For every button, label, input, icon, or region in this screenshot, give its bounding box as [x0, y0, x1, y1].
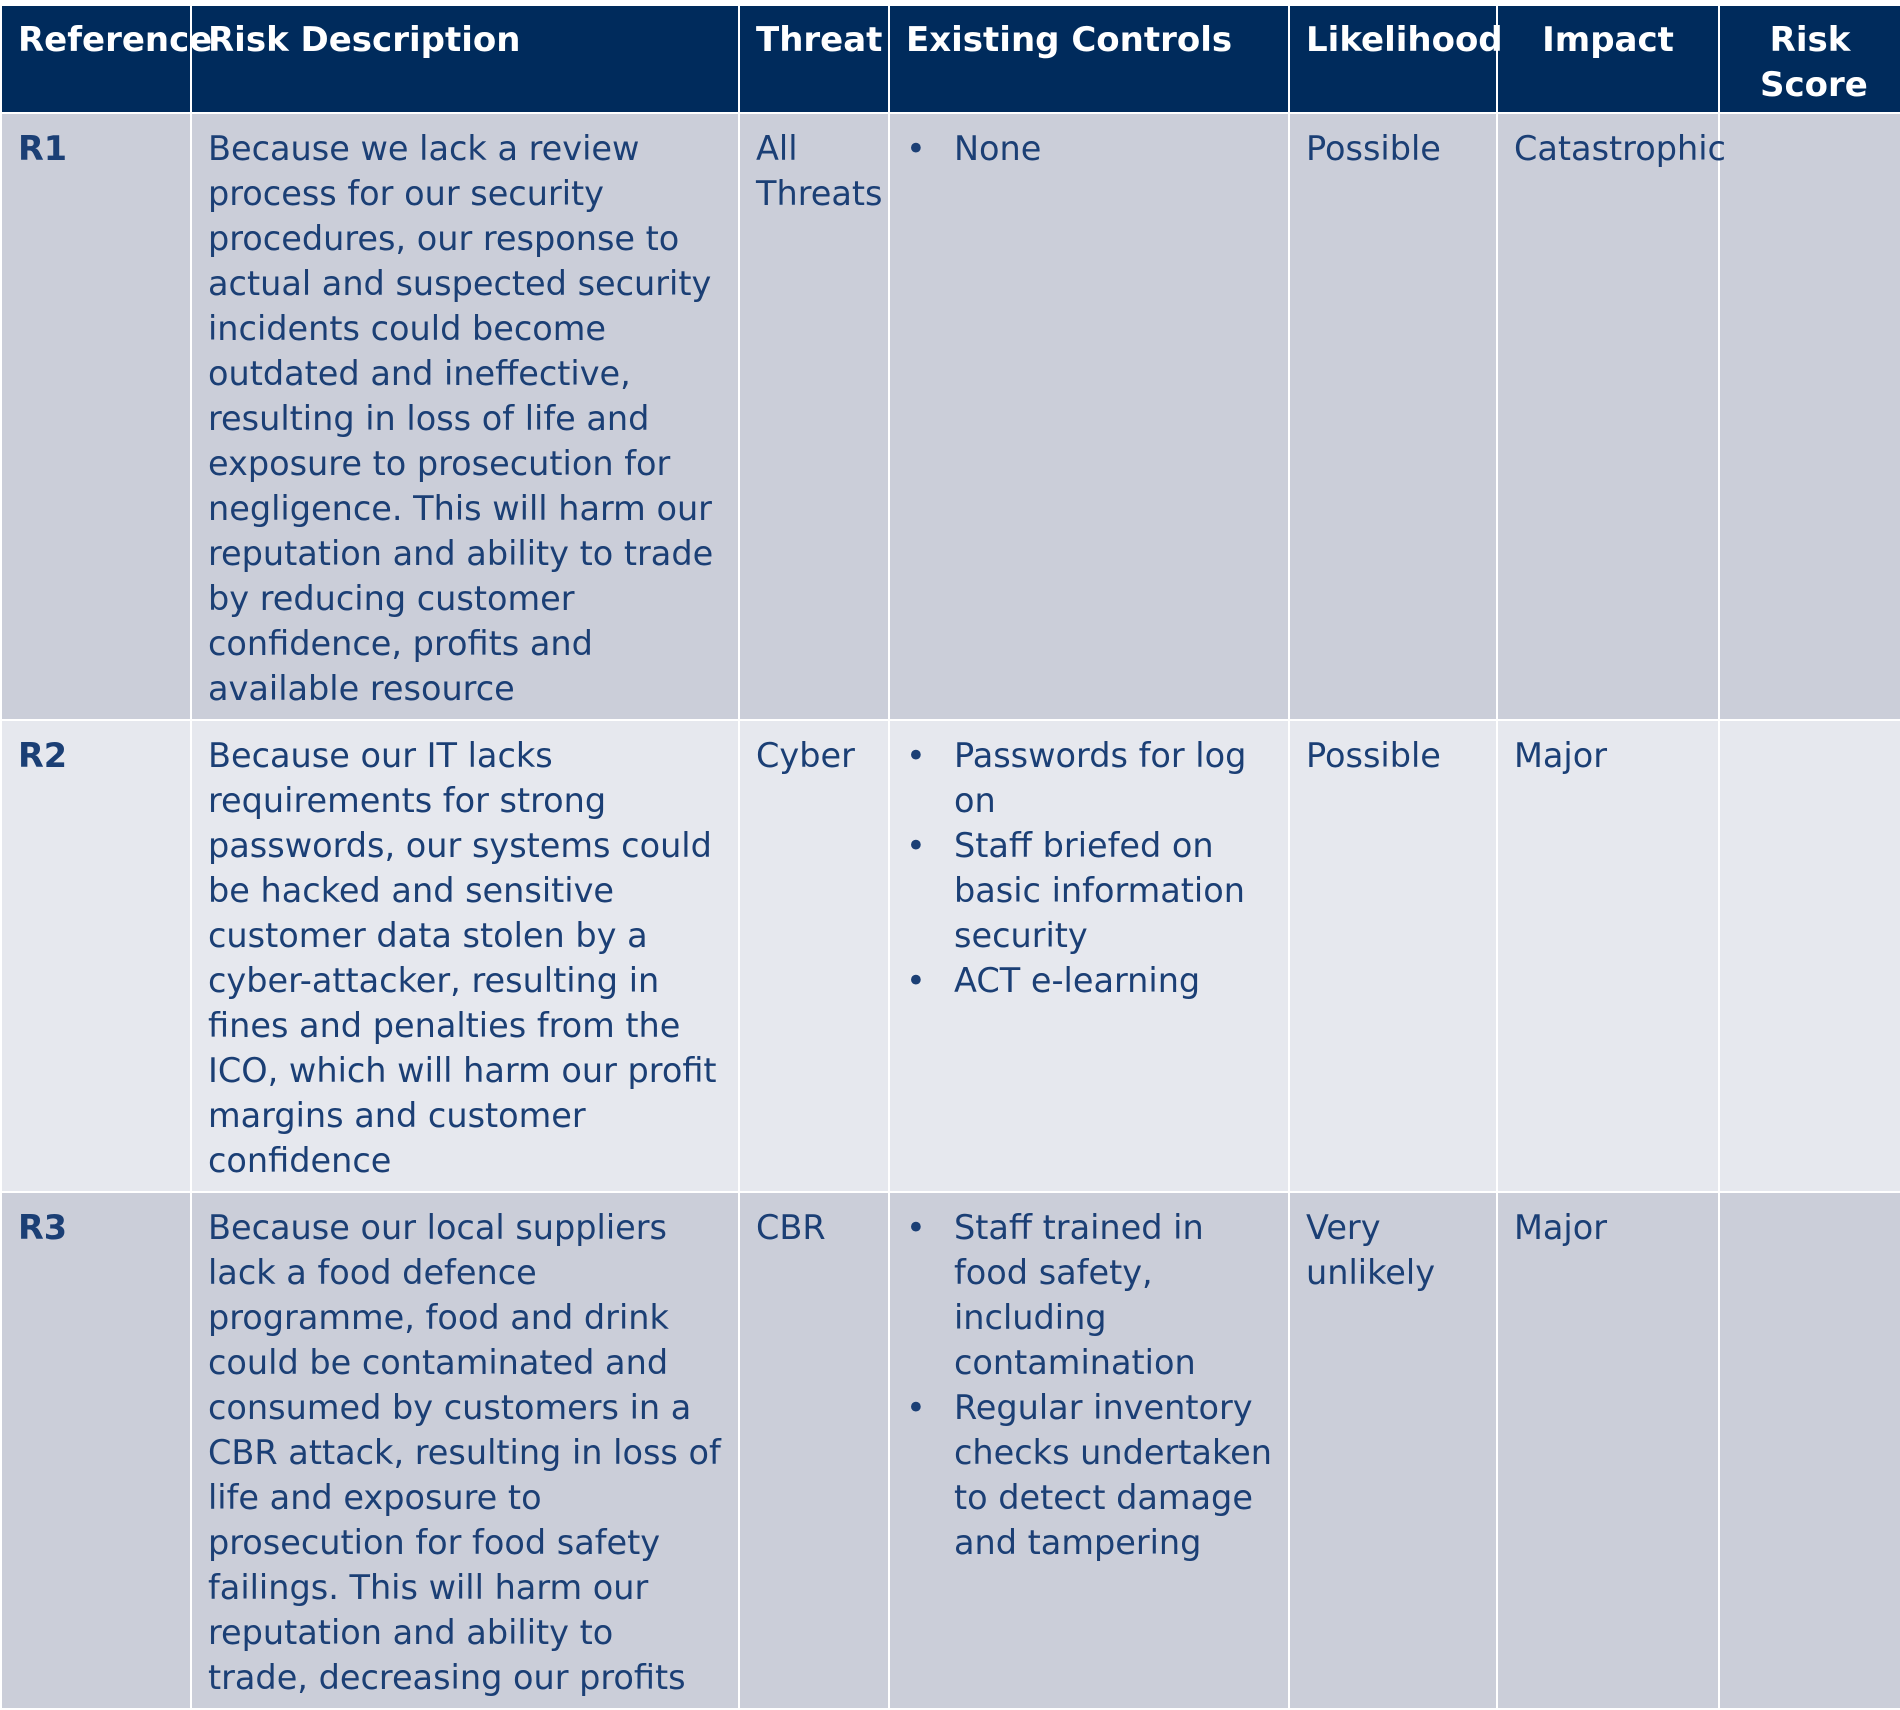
risk-score-cell — [1719, 113, 1900, 720]
header-risk-description: Risk Description — [191, 5, 739, 113]
impact-cell: Catastrophic — [1497, 113, 1719, 720]
table-row-r3 — [1, 1192, 1900, 1709]
header-reference: Reference — [1, 5, 191, 113]
control-item: • Passwords for log on — [906, 733, 1272, 823]
reference-cell: R1 — [1, 113, 191, 720]
table-row-r2 — [1, 720, 1900, 1192]
header-likelihood: Likelihood — [1289, 5, 1497, 113]
existing-controls-cell — [889, 113, 1289, 720]
reference-cell: R3 — [1, 1192, 191, 1709]
risk-score-cell — [1719, 1192, 1900, 1709]
risk-description-cell: Because our IT lacks requirements for strong passwords, our systems could be hacked and sensitive customer data stolen by a cyber-attacker, resulting in fines and penalties from the ICO, which will harm our profit margins and customer confidence — [191, 720, 739, 1192]
threat-cell: Cyber — [739, 720, 889, 1192]
likelihood-cell: Possible — [1289, 720, 1497, 1192]
control-item: • Staff briefed on basic information security — [906, 823, 1272, 958]
header-existing-controls: Existing Controls — [889, 5, 1289, 113]
header-impact: Impact — [1497, 5, 1719, 113]
impact-cell: Major — [1497, 720, 1719, 1192]
header-threat: Threat — [739, 5, 889, 113]
bullet-icon: • — [906, 1388, 926, 1427]
bullet-icon: • — [906, 826, 926, 865]
controls-list — [906, 733, 1272, 1003]
existing-controls-cell — [889, 1192, 1289, 1709]
controls-list — [906, 1205, 1272, 1565]
likelihood-cell: Very unlikely — [1289, 1192, 1497, 1709]
bullet-icon: • — [906, 1208, 926, 1247]
bullet-icon: • — [906, 736, 926, 775]
control-item: • ACT e-learning — [906, 958, 1272, 1003]
table-row-r1 — [1, 113, 1900, 720]
threat-cell: All Threats — [739, 113, 889, 720]
existing-controls-cell — [889, 720, 1289, 1192]
control-item: • None — [906, 126, 1272, 171]
risk-register-table — [0, 4, 1900, 1710]
reference-cell: R2 — [1, 720, 191, 1192]
threat-cell: CBR — [739, 1192, 889, 1709]
impact-cell: Major — [1497, 1192, 1719, 1709]
control-item: • Regular inventory checks undertaken to detect damage and tampering — [906, 1385, 1272, 1565]
likelihood-cell: Possible — [1289, 113, 1497, 720]
bullet-icon: • — [906, 961, 926, 1000]
controls-list — [906, 126, 1272, 171]
header-risk-score: Risk Score — [1719, 5, 1900, 113]
risk-description-cell: Because our local suppliers lack a food defence programme, food and drink could be contaminated and consumed by customers in a CBR attack, resulting in loss of life and exposure to prosecution for food safety failings. This will harm our reputation and ability to trade, decreasing our profits — [191, 1192, 739, 1709]
bullet-icon: • — [906, 129, 926, 168]
header-row — [1, 5, 1900, 113]
control-item: • Staff trained in food safety, including contamination — [906, 1205, 1272, 1385]
risk-score-cell — [1719, 720, 1900, 1192]
risk-description-cell: Because we lack a review process for our security procedures, our response to actual and suspected security incidents could become outdated and ineffective, resulting in loss of life and exposure to prosecution for negligence. This will harm our reputation and ability to trade by reducing customer confidence, profits and available resource — [191, 113, 739, 720]
